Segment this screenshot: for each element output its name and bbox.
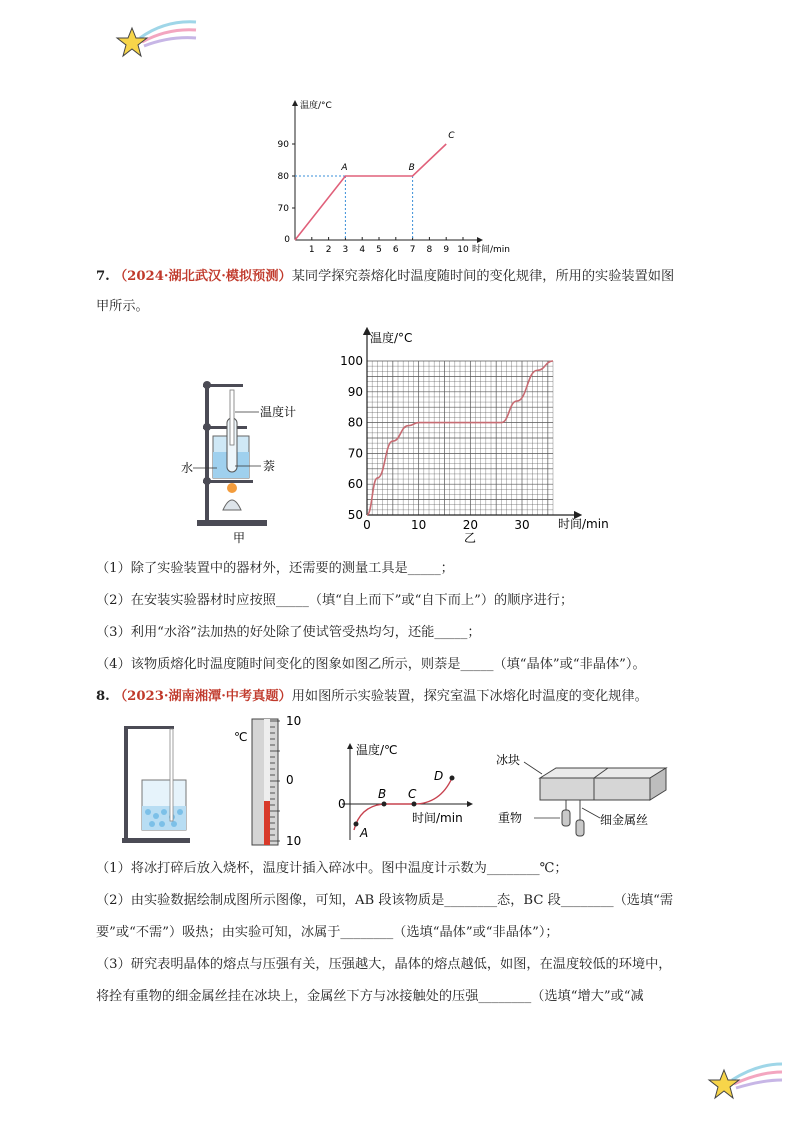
chart-q8-label-b: B [378, 787, 387, 801]
chart-q8-label-c: C [408, 787, 417, 801]
chart-q7 [330, 325, 620, 547]
chart-q8-point-c [412, 802, 417, 807]
chart-q8-origin: 0 [338, 797, 346, 811]
q7-text-line1: 某同学探究萘熔化时温度随时间的变化规律，所用的实验装置如图 [291, 269, 675, 284]
chart-q7-ylabel: 温度/°C [370, 331, 413, 345]
q8-ice-block [496, 748, 686, 838]
chart-top-origin: 0 [284, 235, 290, 245]
q7-source: （2024·湖北武汉·模拟预测） [113, 269, 292, 284]
chart-top-point-C: C [448, 131, 455, 141]
q7-number: 7. [96, 269, 110, 284]
q7-item-3: （3）利用“水浴”法加热的好处除了使试管受热均匀，还能_____； [96, 625, 481, 640]
chart-q7-ytick-70: 70 [347, 446, 363, 461]
chart-q7-xlabel: 时间/min [558, 517, 609, 531]
chart-top-xtick-3: 3 [342, 245, 349, 255]
chart-q8-ylabel: 温度/℃ [356, 743, 398, 757]
q7-header [96, 268, 674, 286]
chart-q7-ytick-60: 60 [347, 477, 363, 492]
chart-top-xtick-6: 6 [392, 245, 399, 255]
q8-item-2: （2）由实验数据绘制成图所示图像，可知，AB 段该物质是________态，BC 段________（选填“需 [96, 893, 674, 908]
chart-q7-caption: 乙 [464, 531, 477, 545]
chart-q8-point-b [382, 802, 387, 807]
q8-item-3-cont: 将拴有重物的细金属丝挂在冰块上，金属丝下方与冰接触处的压强________（选填“增大”或“减 [96, 989, 644, 1004]
ice-label: 冰块 [496, 753, 521, 767]
q8-item-2-cont: 要”或“不需”）吸热；由实验可知，冰属于________（选填“晶体”或“非晶体”）； [96, 925, 559, 940]
wire-label: 细金属丝 [600, 813, 649, 827]
chart-q7-ytick-80: 80 [347, 415, 363, 430]
chart-top-xtick-8: 8 [426, 245, 433, 255]
chart-top-xtick-10: 10 [457, 245, 469, 255]
chart-top-xtick-4: 4 [359, 245, 366, 255]
q8-item-3: （3）研究表明晶体的熔点与压强有关，压强越大，晶体的熔点越低，如图，在温度较低的环境中， [96, 957, 672, 972]
q7-item-2: （2）在安装实验器材时应按照_____（填“自上而下”或“自下而上”）的顺序进行； [96, 593, 574, 608]
chart-q8-point-d [450, 776, 455, 781]
chart-q8-point-a [354, 822, 359, 827]
chart-top-ylabel: 温度/°C [300, 101, 332, 111]
thermometer-unit: ℃ [234, 730, 248, 744]
q7-text-line2: 甲所示。 [96, 299, 149, 314]
thermometer-tick-bottom: 10 [286, 834, 302, 848]
apparatus-thermometer-label: 温度计 [260, 405, 297, 419]
chart-q8-label-a: A [360, 826, 369, 840]
q7-item-1: （1）除了实验装置中的器材外，还需要的测量工具是_____； [96, 561, 454, 576]
chart-top-ytick-80: 80 [277, 172, 289, 182]
chart-top-point-B: B [408, 163, 415, 173]
apparatus-naphthalene-label: 萘 [263, 459, 276, 473]
star-decoration-bottom-icon [702, 1058, 786, 1108]
chart-q7-xtick-0: 0 [363, 518, 371, 532]
q8-header [96, 688, 648, 706]
chart-top-ytick-90: 90 [277, 140, 289, 150]
chart-q8 [332, 742, 482, 842]
q8-number: 8. [96, 689, 110, 704]
chart-top-xtick-5: 5 [376, 245, 382, 255]
thermometer-tick-top: 10 [286, 715, 302, 728]
chart-top-ytick-70: 70 [277, 204, 289, 214]
chart-q7-xtick-30: 30 [514, 518, 530, 532]
q8-thermometer [230, 715, 310, 850]
chart-q7-xtick-20: 20 [462, 518, 478, 532]
thermometer-tick-zero: 0 [286, 773, 294, 787]
chart-top-xtick-2: 2 [325, 245, 332, 255]
star-decoration-top-icon [110, 14, 200, 64]
chart-q7-ytick-90: 90 [347, 384, 363, 399]
q8-item-1: （1）将冰打碎后放入烧杯，温度计插入碎冰中。图中温度计示数为________℃； [96, 861, 568, 876]
apparatus-water-label: 水 [181, 461, 194, 475]
apparatus-caption: 甲 [233, 531, 246, 545]
chart-q7-ytick-50: 50 [347, 508, 363, 522]
chart-top-series-line [295, 144, 446, 240]
q7-apparatus [175, 370, 325, 550]
chart-top-xtick-7: 7 [409, 245, 416, 255]
chart-top [270, 95, 530, 260]
chart-q7-ytick-100: 100 [340, 354, 363, 368]
chart-q8-xlabel: 时间/min [412, 811, 463, 825]
q7-item-4: （4）该物质熔化时温度随时间变化的图象如图乙所示，则萘是_____（填“晶体”或“非晶体”）。 [96, 657, 646, 672]
chart-top-point-A: A [341, 163, 348, 173]
weight-label: 重物 [498, 811, 523, 825]
chart-top-xtick-9: 9 [443, 245, 450, 255]
q8-text: 用如图所示实验装置，探究室温下冰熔化时温度的变化规律。 [291, 689, 648, 704]
chart-top-xlabel: 时间/min [472, 245, 511, 255]
chart-q8-label-d: D [434, 769, 444, 783]
chart-top-xtick-1: 1 [308, 245, 315, 255]
q8-source: （2023·湖南湘潭·中考真题） [113, 689, 292, 704]
q8-beaker-apparatus [118, 720, 208, 848]
chart-q7-xtick-10: 10 [411, 518, 427, 532]
